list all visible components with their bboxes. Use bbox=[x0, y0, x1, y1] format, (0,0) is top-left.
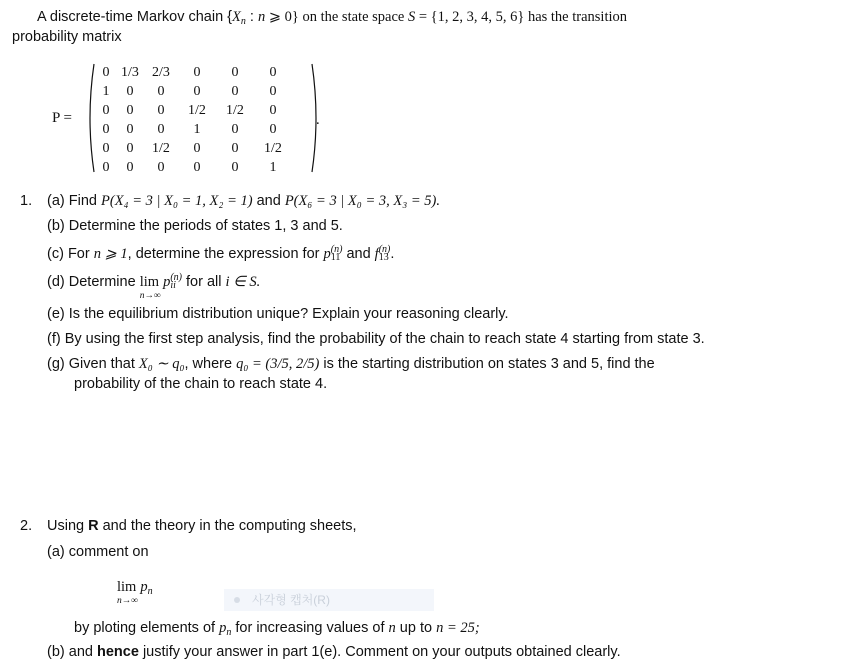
matrix-cell: 0 bbox=[126, 103, 134, 118]
matrix-row bbox=[96, 83, 292, 101]
matrix-cell: 0 bbox=[193, 65, 201, 80]
matrix-row bbox=[96, 159, 292, 177]
q1-number: 1. bbox=[20, 193, 33, 209]
matrix-cell: 0 bbox=[193, 84, 201, 99]
q1-part-g: (g) Given that X₀ ∼ q₀, where q₀ = (3/5, 2/5) is the starting distribution on states 3 and 5, find the bbox=[47, 356, 655, 372]
matrix-cell: 1/2 bbox=[264, 141, 282, 156]
matrix-cell: 1 bbox=[193, 122, 201, 137]
q2-number: 2. bbox=[20, 518, 33, 534]
matrix-cell: 1/2 bbox=[152, 141, 170, 156]
matrix-cell: 0 bbox=[157, 103, 165, 118]
q2-plot-line: by ploting elements of $p_n$ for increasing values of n up to n = 25; bbox=[74, 620, 480, 638]
matrix-cell: 0 bbox=[157, 122, 165, 137]
matrix-cell: 0 bbox=[126, 141, 134, 156]
matrix-end-period: . bbox=[316, 112, 320, 128]
matrix-cell: 1/3 bbox=[121, 65, 139, 80]
matrix-cell: 0 bbox=[231, 84, 239, 99]
intro-line-1: A discrete-time Markov chain {$X_n$ : n ⩾ 0} on the state space S = {1, 2, 3, 4, 5, 6} has the transition bbox=[37, 9, 628, 27]
matrix-cell: 1/2 bbox=[226, 103, 244, 118]
matrix-cell: 1/2 bbox=[188, 103, 206, 118]
matrix-cell: 0 bbox=[102, 103, 110, 118]
matrix-row bbox=[96, 121, 292, 139]
q1-part-b: (b) Determine the periods of states 1, 3 and 5. bbox=[47, 218, 343, 234]
q1-part-c: (c) For n ⩾ 1, determine the expression for p (n) 11 and f (n) 13 . bbox=[47, 244, 395, 263]
matrix-cell: 0 bbox=[126, 84, 134, 99]
q2-part-b: (b) and hence justify your answer in part 1(e). Comment on your outputs obtained clearly. bbox=[47, 644, 621, 660]
overlay-dot-icon bbox=[234, 597, 240, 603]
matrix-cell: 1 bbox=[269, 160, 277, 175]
matrix-cell: 0 bbox=[193, 160, 201, 175]
matrix-cell: 0 bbox=[102, 141, 110, 156]
q2-intro: Using R and the theory in the computing sheets, bbox=[47, 518, 357, 534]
matrix-cell: 0 bbox=[269, 103, 277, 118]
matrix-cell: 0 bbox=[157, 160, 165, 175]
matrix-cell: 0 bbox=[102, 122, 110, 137]
matrix-cell: 0 bbox=[269, 84, 277, 99]
matrix-cell: 0 bbox=[231, 160, 239, 175]
q1-part-f: (f) By using the first step analysis, find the probability of the chain to reach state 4 starting from state 3. bbox=[47, 331, 705, 347]
intro-line-2: probability matrix bbox=[12, 29, 122, 45]
matrix-cell: 0 bbox=[231, 122, 239, 137]
matrix-cell: 0 bbox=[269, 65, 277, 80]
matrix-cell: 0 bbox=[126, 122, 134, 137]
transition-matrix bbox=[84, 60, 324, 176]
matrix-cell: 0 bbox=[231, 65, 239, 80]
matrix-cell: 2/3 bbox=[152, 65, 170, 80]
matrix-cell: 0 bbox=[193, 141, 201, 156]
screen-capture-overlay: 사각형 캡처(R) bbox=[224, 589, 434, 611]
matrix-cell: 0 bbox=[157, 84, 165, 99]
q2-limit-expression: lim n→∞ $p_n$ bbox=[117, 579, 153, 606]
q1-part-d: (d) Determine lim n→∞ p (n) ii for all i ∈ S. bbox=[47, 272, 261, 301]
matrix-row bbox=[96, 140, 292, 158]
matrix-label: P = bbox=[52, 110, 72, 126]
matrix-cell: 1 bbox=[102, 84, 110, 99]
matrix-row bbox=[96, 64, 292, 82]
matrix-cell: 0 bbox=[231, 141, 239, 156]
matrix-cell: 0 bbox=[126, 160, 134, 175]
q1-part-e: (e) Is the equilibrium distribution unique? Explain your reasoning clearly. bbox=[47, 306, 509, 322]
q1-part-g-line2: probability of the chain to reach state 4. bbox=[74, 376, 328, 392]
matrix-cell: 0 bbox=[269, 122, 277, 137]
matrix-cell: 0 bbox=[102, 65, 110, 80]
q2-part-a: (a) comment on bbox=[47, 544, 149, 560]
matrix-cell: 0 bbox=[102, 160, 110, 175]
q1-part-a: (a) Find P(X₄ = 3 | X₀ = 1, X₂ = 1) and P(X₆ = 3 | X₀ = 3, X₃ = 5). bbox=[47, 193, 441, 209]
matrix-row bbox=[96, 102, 292, 120]
